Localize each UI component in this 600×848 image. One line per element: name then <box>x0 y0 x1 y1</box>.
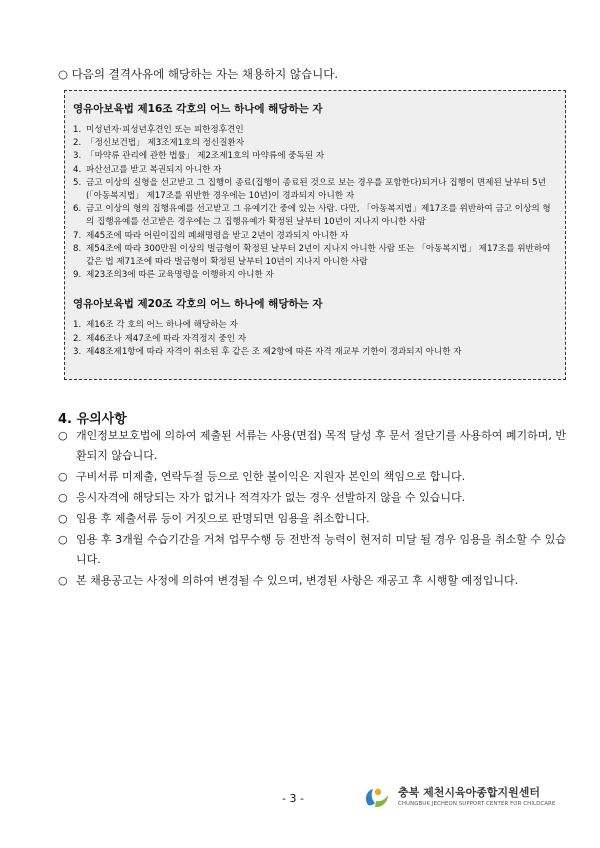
bullet-icon: ○ <box>58 491 68 504</box>
item-text: 금고 이상의 실형을 선고받고 그 집행이 종료(집행이 종료된 것으로 보는 경우를 포함한다)되거나 집행이 면제된 날부터 5년(「아동복지법」 제17조를 위반한 경우에는 10년)이 경과되지 아니한 자 <box>86 177 546 202</box>
item-text: 제45조에 따라 어린이집의 폐쇄명령을 받고 2년이 경과되지 아니한 자 <box>86 230 349 241</box>
item-number: 1. <box>73 125 82 135</box>
bullet-icon: ○ <box>58 574 68 587</box>
item-number: 6. <box>73 204 82 215</box>
notes-list <box>58 426 566 592</box>
org-logo <box>362 783 572 813</box>
bullet-icon: ○ <box>58 470 68 483</box>
item-text: 제48조제1항에 따라 자격이 취소된 후 같은 조 제2항에 따른 자격 재교부 기한이 경과되지 아니한 자 <box>86 346 462 357</box>
item-number: 3. <box>73 151 82 162</box>
list-item <box>73 203 557 229</box>
list-item <box>73 150 557 163</box>
item-number: 1. <box>73 320 82 331</box>
item-number: 3. <box>73 346 82 357</box>
article16-heading: 영유아보육법 제16조 각호의 어느 하나에 해당하는 자 <box>73 103 323 115</box>
list-item <box>73 243 557 269</box>
bullet-icon: ○ <box>58 429 68 442</box>
org-name: 충북 제천시육아종합지원센터 <box>398 786 540 799</box>
note-text: 개인정보보호법에 의하여 제출된 서류는 사용(면접) 목적 달성 후 문서 절단기를 사용하여 폐기하며, 반환되지 않습니다. <box>76 429 566 462</box>
bullet-icon: ○ <box>58 533 68 546</box>
item-text: 제16조 각 호의 어느 하나에 해당하는 자 <box>86 320 238 331</box>
list-item <box>73 319 557 332</box>
list-item <box>73 124 557 137</box>
item-text: 「정신보건법」 제3조제1호의 정신질환자 <box>86 138 245 149</box>
note-item <box>58 571 566 591</box>
article16-list <box>73 124 557 282</box>
note-item <box>58 426 566 466</box>
childcare-center-logo-icon <box>362 783 392 813</box>
list-item <box>73 333 557 346</box>
note-item <box>58 509 566 529</box>
article20-list <box>73 319 557 359</box>
item-number: 9. <box>73 270 82 281</box>
note-text: 본 채용공고는 사정에 의하여 변경될 수 있으며, 변경된 사항은 재공고 후 시행할 예정입니다. <box>76 574 519 587</box>
list-item <box>73 164 557 177</box>
item-text: 미성년자·피성년후견인 또는 피한정후견인 <box>86 125 244 135</box>
item-number: 2. <box>73 333 82 344</box>
item-number: 4. <box>73 164 82 175</box>
list-item <box>73 230 557 243</box>
item-number: 8. <box>73 243 82 254</box>
note-text: 임용 후 제출서류 등이 거짓으로 판명되면 임용을 취소합니다. <box>76 512 370 525</box>
disqualification-box <box>64 90 566 380</box>
note-item <box>58 467 566 487</box>
note-item <box>58 488 566 508</box>
item-number: 2. <box>73 138 82 149</box>
notes-section-title: 4. 유의사항 <box>58 412 127 427</box>
item-text: 제46조나 제47조에 따라 자격정지 중인 자 <box>86 333 247 344</box>
article20-heading: 영유아보육법 제20조 각호의 어느 하나에 해당하는 자 <box>73 298 323 311</box>
item-text: 「마약류 관리에 관한 법률」 제2조제1호의 마약류에 중독된 자 <box>86 151 325 162</box>
note-text: 임용 후 3개월 수습기간을 거쳐 업무수행 등 전반적 능력이 현저히 미달 될 경우 임용을 취소할 수 있습니다. <box>76 533 566 566</box>
item-text: 파산선고를 받고 복권되지 아니한 자 <box>86 164 222 175</box>
bullet-icon: ○ <box>58 512 68 525</box>
item-text: 제23조의3에 따른 교육명령을 이행하지 아니한 자 <box>86 270 274 281</box>
note-text: 응시자격에 해당되는 자가 없거나 적격자가 없는 경우 선발하지 않을 수 있습니다. <box>76 491 466 504</box>
item-number: 7. <box>73 230 82 241</box>
note-text: 구비서류 미제출, 연락두절 등으로 인한 불이익은 지원자 본인의 책임으로 합니다. <box>76 470 466 483</box>
list-item <box>73 137 557 150</box>
list-item <box>73 269 557 282</box>
note-item <box>58 530 566 570</box>
disqualification-intro: ○ 다음의 결격사유에 해당하는 자는 채용하지 않습니다. <box>58 67 339 81</box>
list-item <box>73 346 557 359</box>
org-subtitle: CHUNGBUK JECHEON SUPPORT CENTER FOR CHILDCARE <box>398 801 556 807</box>
item-text: 금고 이상의 형의 집행유예를 선고받고 그 유예기간 중에 있는 사람. 다만, 「아동복지법」제17조를 위반하여 금고 이상의 형의 집행유예를 선고받은 경우에는 그 집행유예가 확정된 날부터 10년이 지나지 아니한 사람 <box>86 204 551 228</box>
item-number: 5. <box>73 177 82 188</box>
list-item <box>73 177 557 203</box>
page-number: - 3 - <box>282 792 304 805</box>
item-text: 제54조에 따라 300만원 이상의 벌금형이 확정된 날부터 2년이 지나지 아니한 사람 또는 「아동복지법」 제17조를 위반하여 같은 법 제71조에 따라 벌금형이 확정된 날부터 10년이 지나지 아니한 사람 <box>86 243 551 268</box>
